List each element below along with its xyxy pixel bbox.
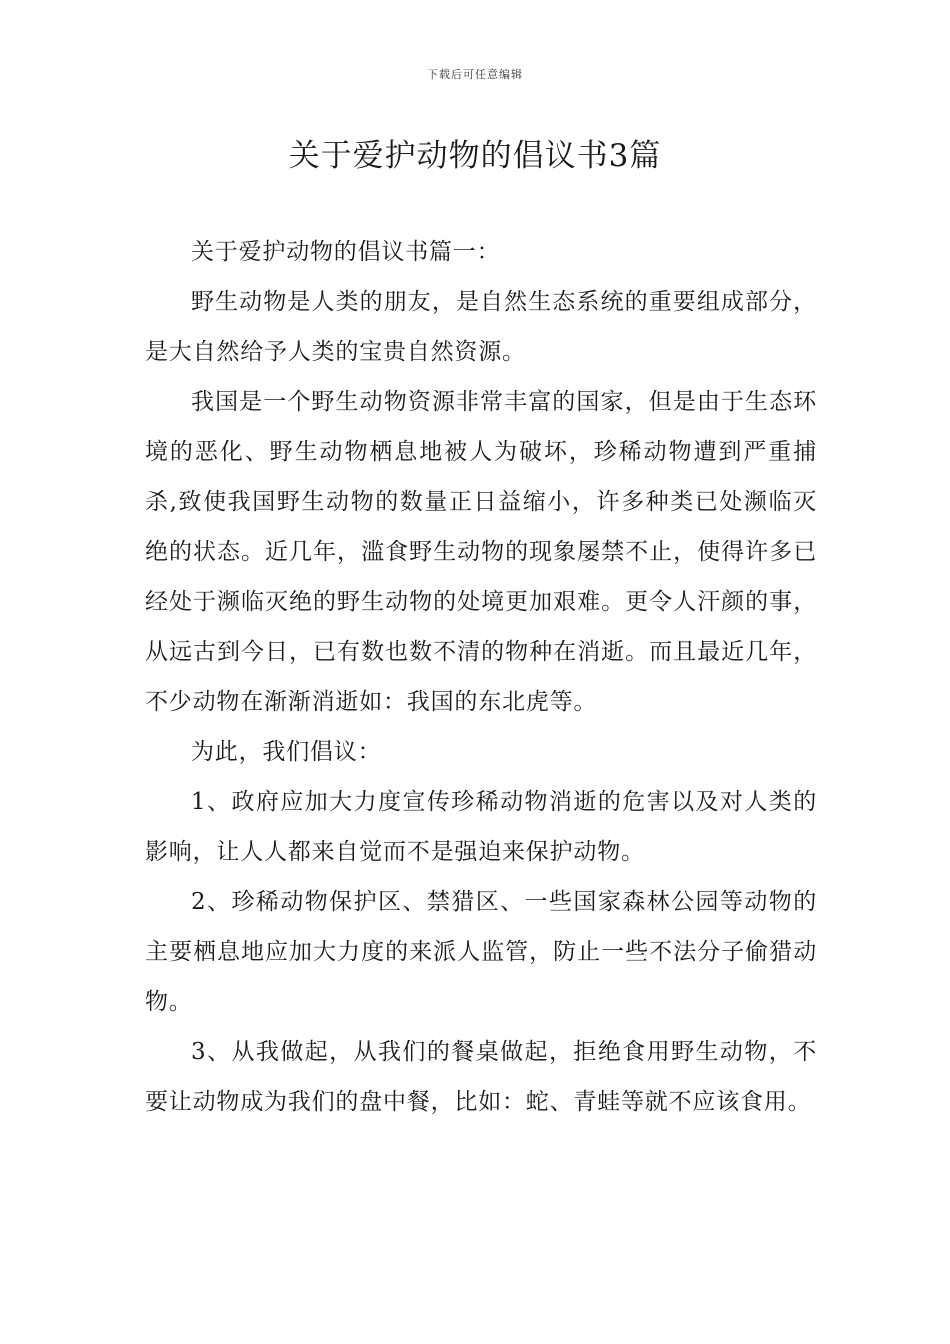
paragraph-proposal-1: 1、政府应加大力度宣传珍稀动物消逝的危害以及对人类的影响，让人人都来自觉而不是强迫来保护动物。 <box>145 789 817 865</box>
paragraph-proposal-lead: 为此，我们倡议： <box>191 739 382 765</box>
document-title: 关于爱护动物的倡议书3篇 <box>288 138 662 174</box>
paragraph-situation: 我国是一个野生动物资源非常丰富的国家，但是由于生态环境的恶化、野生动物栖息地被人为破坏，珍稀动物遭到严重捕杀,致使我国野生动物的数量正日益缩小，许多种类已处濒临灭绝的状态。近几年，滥食野生动物的现象屡禁不止，使得许多已经处于濒临灭绝的野生动物的处境更加艰难。更令人汗颜的事，从远古到今日，已有数也数不清的物种在消逝。而且最近几年，不少动物在渐渐消逝如：我国的东北虎等。 <box>145 389 817 715</box>
header-note: 下载后可任意编辑 <box>427 68 523 81</box>
paragraph-proposal-3: 3、从我做起，从我们的餐桌做起，拒绝食用野生动物，不要让动物成为我们的盘中餐，比如：蛇、青蛙等就不应该食用。 <box>145 1039 817 1115</box>
paragraph-proposal-2: 2、珍稀动物保护区、禁猎区、一些国家森林公园等动物的主要栖息地应加大力度的来派人监管，防止一些不法分子偷猎动物。 <box>145 889 817 1015</box>
paragraph-intro: 野生动物是人类的朋友，是自然生态系统的重要组成部分，是大自然给予人类的宝贵自然资源。 <box>145 289 817 365</box>
paragraph-section-heading: 关于爱护动物的倡议书篇一： <box>191 239 501 265</box>
document-body <box>145 227 817 1127</box>
